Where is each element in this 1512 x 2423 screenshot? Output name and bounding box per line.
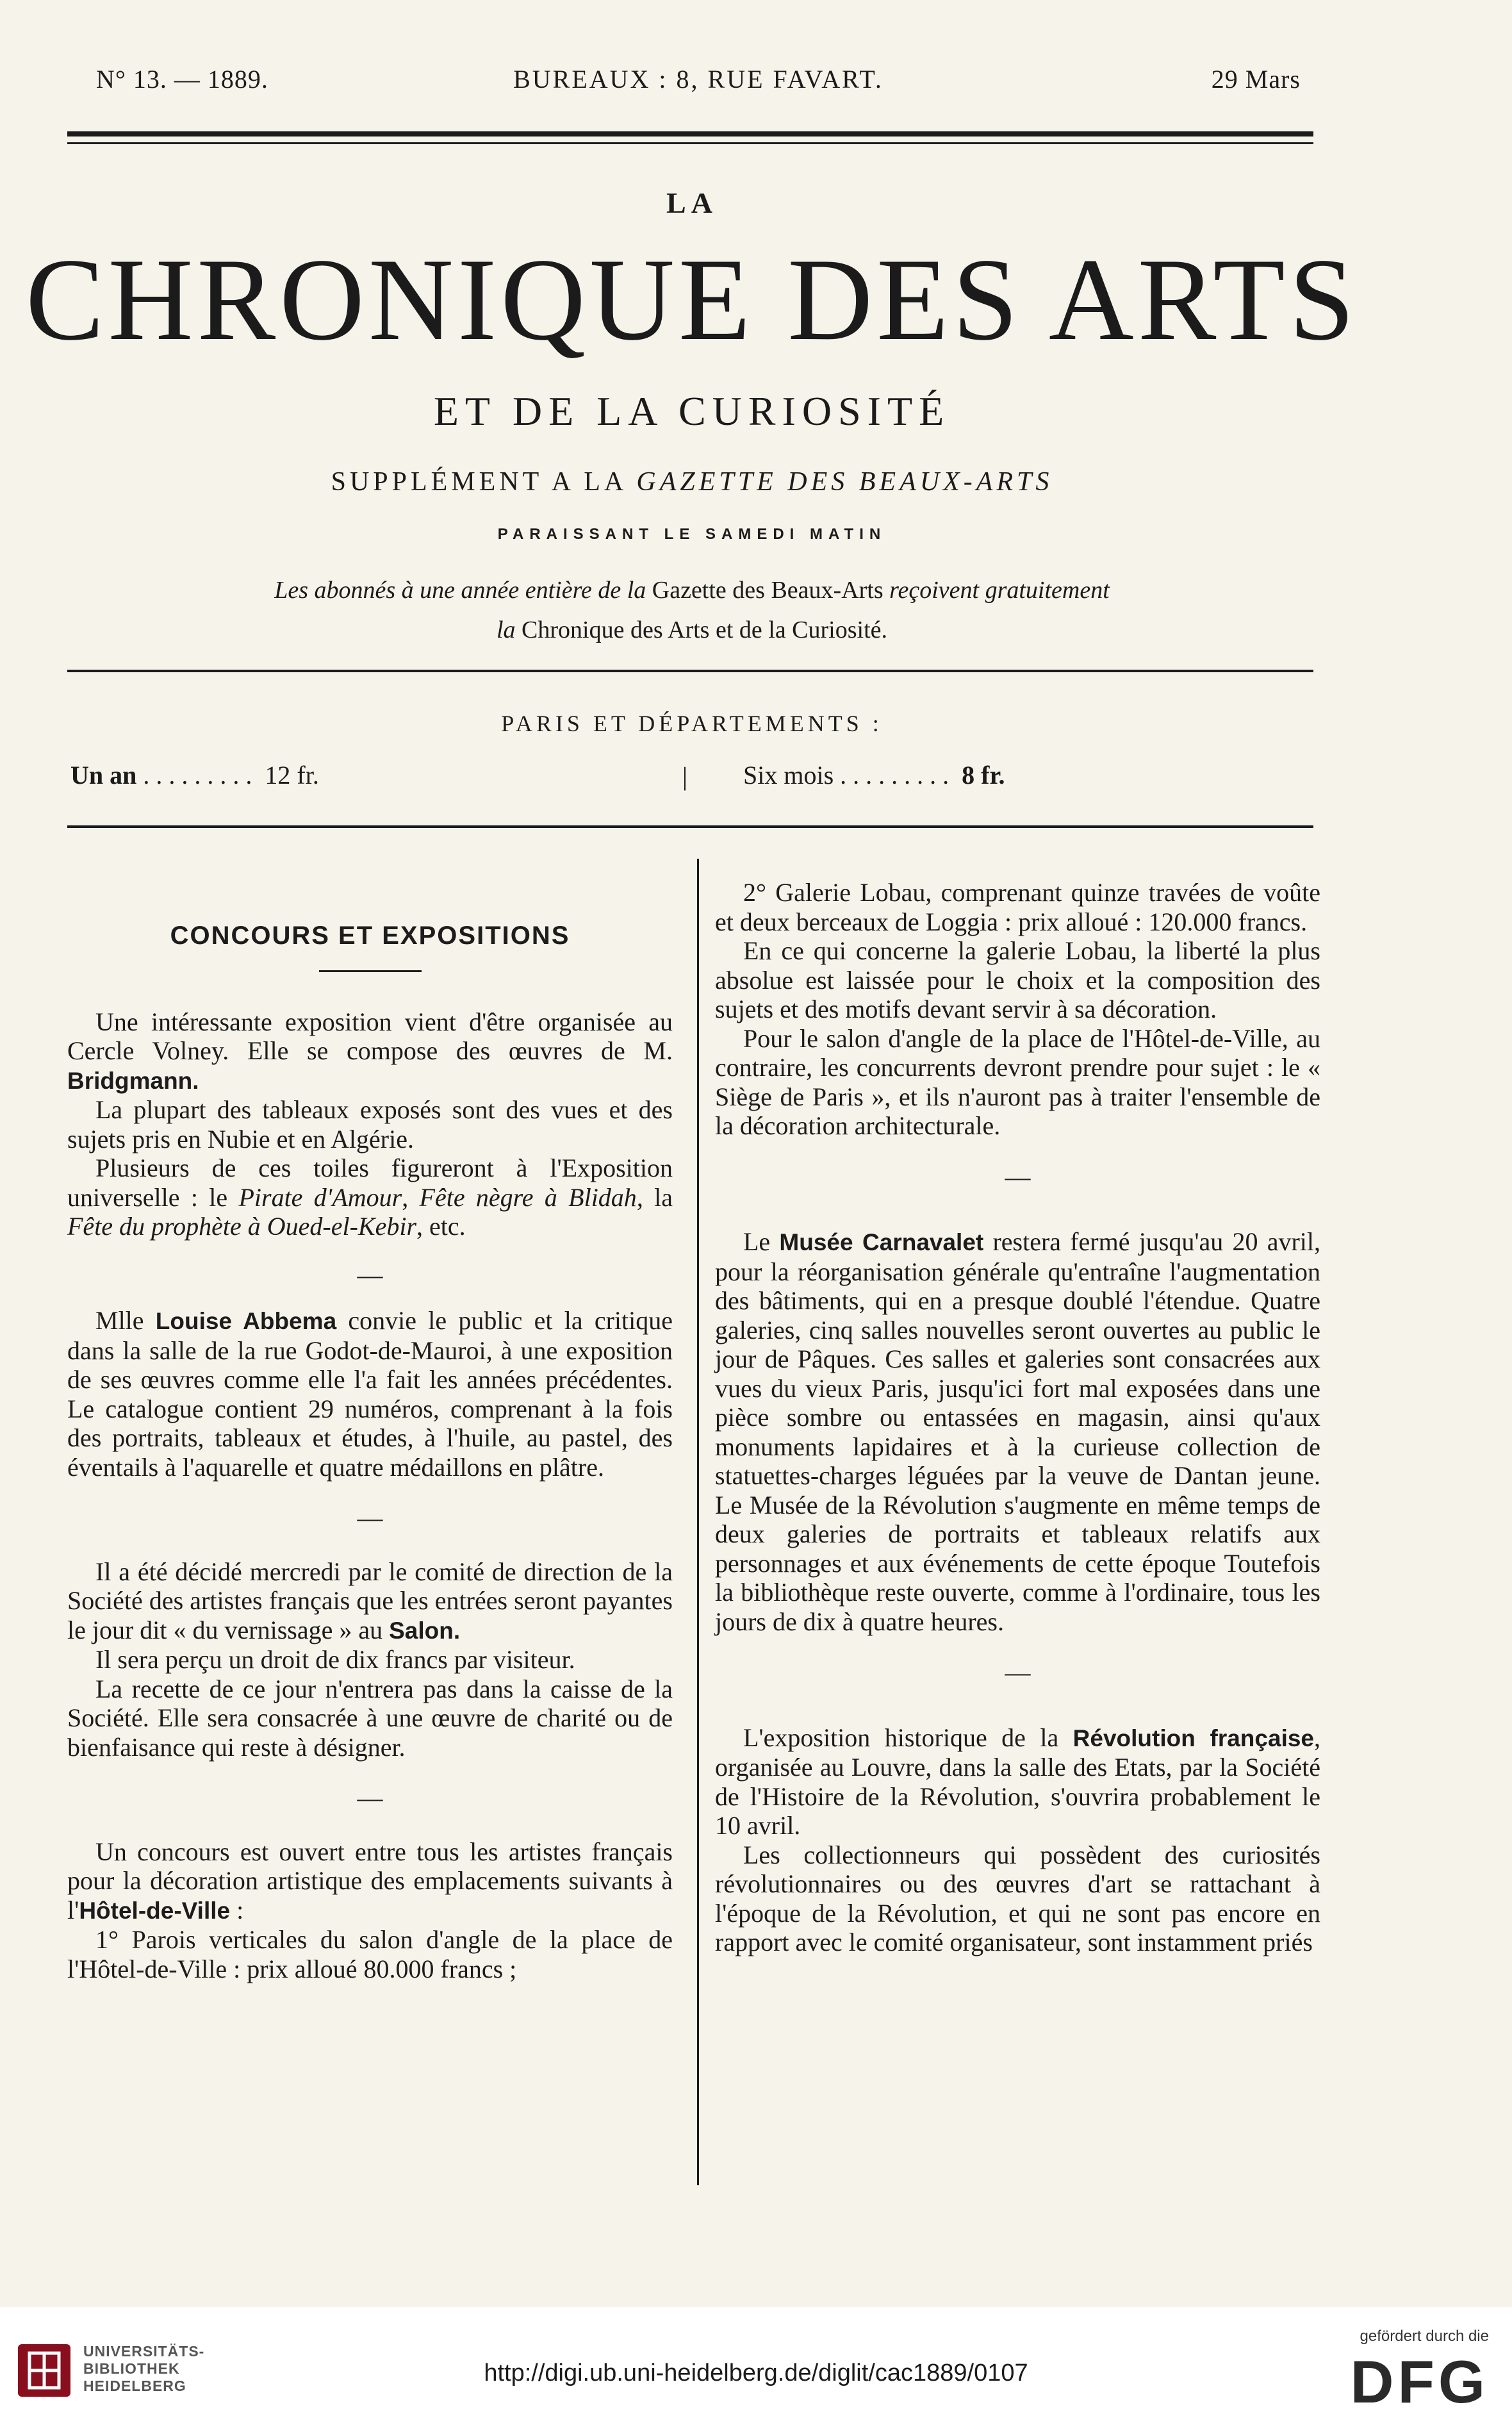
paragraph-salon-angle: Pour le salon d'angle de la place de l'Hôtel-de-Ville, au contraire, les concurrents devront prendre pour sujet : le « Siège de Paris », et ils n'auront pas à traiter l'ensemble de la décoration architecturale. [715,1023,1320,1140]
separator-dash: — [1005,1658,1031,1687]
library-name[interactable]: UNIVERSITÄTS- BIBLIOTHEK HEIDELBERG [83,2343,205,2394]
issue-number: N° 13. — 1889. [96,65,268,94]
separator-dash: — [357,1503,383,1532]
annual-label: Un an [70,761,137,790]
name-bridgmann: Bridgmann. [67,1067,199,1094]
paragraph-concours: Un concours est ouvert entre tous les artistes français pour la décoration artistique des emplacements suivants à l'Hôtel-de-Ville : [67,1837,673,1924]
half-price: 8 fr. [962,761,1005,790]
masthead-supplement [0,467,1384,497]
abonnes-chronique: Chronique des Arts et de la Curiosité. [522,616,888,643]
annual-dots: . . . . . . . . . [143,761,252,790]
name-hotel-de-ville: Hôtel-de-Ville [79,1897,231,1924]
sponsor-note: gefördert durch die [1360,2328,1489,2345]
name-revolution: Révolution française [1072,1724,1315,1751]
section-title: CONCOURS ET EXPOSITIONS [170,922,570,950]
paragraph-recette: La recette de ce jour n'entrera pas dans la caisse de la Société. Elle sera consacrée à une œuvre de charité ou de bienfaisance qui reste à désigner. [67,1674,673,1762]
paragraph-comite: Il a été décidé mercredi par le comité de direction de la Société des artistes français que les entrées seront payantes le jour dit « du vernissage » au Salon. [67,1557,673,1644]
paragraph-tableaux: La plupart des tableaux exposés sont des vues et des sujets pris en Nubie et en Algérie. [67,1095,673,1154]
abonnes-text-la: la [496,616,516,643]
supplement-prefix: SUPPLÉMENT A LA [331,467,626,497]
masthead-bottom-rule [67,670,1313,672]
left-column [67,922,673,1983]
right-column [715,878,1320,1957]
separator-dash: — [357,1783,383,1812]
name-abbema: Louise Abbema [155,1308,337,1334]
paragraph-collectionneurs: Les collectionneurs qui possèdent des curiosités révolutionnaires ou des œuvres d'art se rattachant à l'époque de la Révolution, et qui ne sont pas encore en rapport avec le comité organisateur, sont instamment priés [715,1840,1320,1956]
office-address: BUREAUX : 8, RUE FAVART. [513,65,883,94]
subscription-heading: PARIS ET DÉPARTEMENTS : [501,711,883,736]
annual-price: 12 fr. [265,761,319,790]
paragraph-revolution: L'exposition historique de la Révolution française, organisée au Louvre, dans la salle des Etats, par la Société de l'Histoire de la Révolution, s'ouvrira probablement le 10 avril. [715,1723,1321,1840]
running-head [96,64,1301,103]
abonnes-journal: Gazette des Beaux-Arts [652,577,883,604]
viewer-footer [0,2307,1512,2423]
paragraph-toiles: Plusieurs de ces toiles figureront à l'Exposition universelle : le Pirate d'Amour, Fête nègre à Blidah, la Fête du prophète à Oued-el-Kebir, etc. [67,1154,673,1241]
masthead-subscribers-note [0,570,1384,650]
paragraph-parois: 1° Parois verticales du salon d'angle de la place de l'Hôtel-de-Ville : prix alloué 80.000 francs ; [67,1925,673,1983]
permalink-url[interactable]: http://digi.ub.uni-heidelberg.de/diglit/cac1889/0107 [484,2360,1028,2386]
header-rule-thick [67,131,1313,136]
masthead-title: CHRONIQUE DES ARTS [25,234,1359,365]
rate-separator: | [682,762,688,791]
paragraph-abbema: Mlle Louise Abbema convie le public et la critique dans la salle de la rue Godot-de-Mauroi, à une exposition de ses œuvres comme elle l'a fait les années précédentes. Le catalogue contient 29 numéros, comprenant à la fois des portraits, tableaux et études, à l'huile, au pastel, des éventails à l'aquarelle et quatre médaillons en plâtre. [67,1306,673,1482]
half-label: Six mois [743,761,834,790]
half-dots: . . . . . . . . . [840,761,949,790]
supplement-journal: GAZETTE DES BEAUX-ARTS [636,467,1053,497]
masthead-parution: PARAISSANT LE SAMEDI MATIN [497,525,887,543]
name-salon: Salon. [389,1617,461,1644]
paragraph-carnavalet: Le Musée Carnavalet restera fermé jusqu'au 20 avril, pour la réorganisation générale qu'entraîne l'augmentation des bâtiments, qui en a presque doublé l'étendue. Quatre galeries, cinq salles nouvelles seront ouvertes au public le jour de Pâques. Ces salles et galeries sont consacrées aux vues du vieux Paris, jusqu'ici fort mal exposées dans une pièce sombre ou entassées en magasin, ainsi qu'aux monuments lapidaires et à la curieuse collection de statuettes-charges léguées par la veuve de Dantan jeune. Le Musée de la Révolution s'augmente en même temps de deux galeries de portraits et tableaux relatifs aux personnages et aux événements de cette époque Toutefois la bibliothèque reste ouverte, comme à l'ordinaire, tous les jours de dix à quatre heures. [715,1227,1320,1636]
separator-dash: — [1005,1162,1031,1191]
paragraph-droit: Il sera perçu un droit de dix francs par visiteur. [95,1645,575,1674]
masthead-article: LA [666,186,718,219]
separator-dash: — [357,1260,383,1289]
paragraph-bridgmann: Une intéressante exposition vient d'être organisée au Cercle Volney. Elle se compose des œuvres de M. Bridgmann. [67,1007,673,1094]
header-rule-thin [67,142,1313,144]
masthead-subtitle: ET DE LA CURIOSITÉ [433,388,951,434]
annual-rate [70,760,319,790]
rates-bottom-rule [67,825,1313,828]
abonnes-text-c: reçoivent gratuitement [889,577,1110,604]
paragraph-lobau: 2° Galerie Lobau, comprenant quinze travées de voûte et deux berceaux de Loggia : prix alloué : 120.000 francs. [715,878,1320,936]
column-divider [697,859,699,2185]
half-year-rate [743,760,1005,790]
dfg-logo[interactable]: DFG [1350,2348,1489,2415]
name-carnavalet: Musée Carnavalet [779,1229,984,1255]
issue-date: 29 Mars [1211,65,1301,94]
paragraph-liberte: En ce qui concerne la galerie Lobau, la liberté la plus absolue est laissée pour le choix et la composition des sujets et des motifs devant servir à sa décoration. [715,936,1320,1023]
subscription-rates [70,760,1310,798]
abonnes-text-a: Les abonnés à une année entière de la [274,577,646,604]
